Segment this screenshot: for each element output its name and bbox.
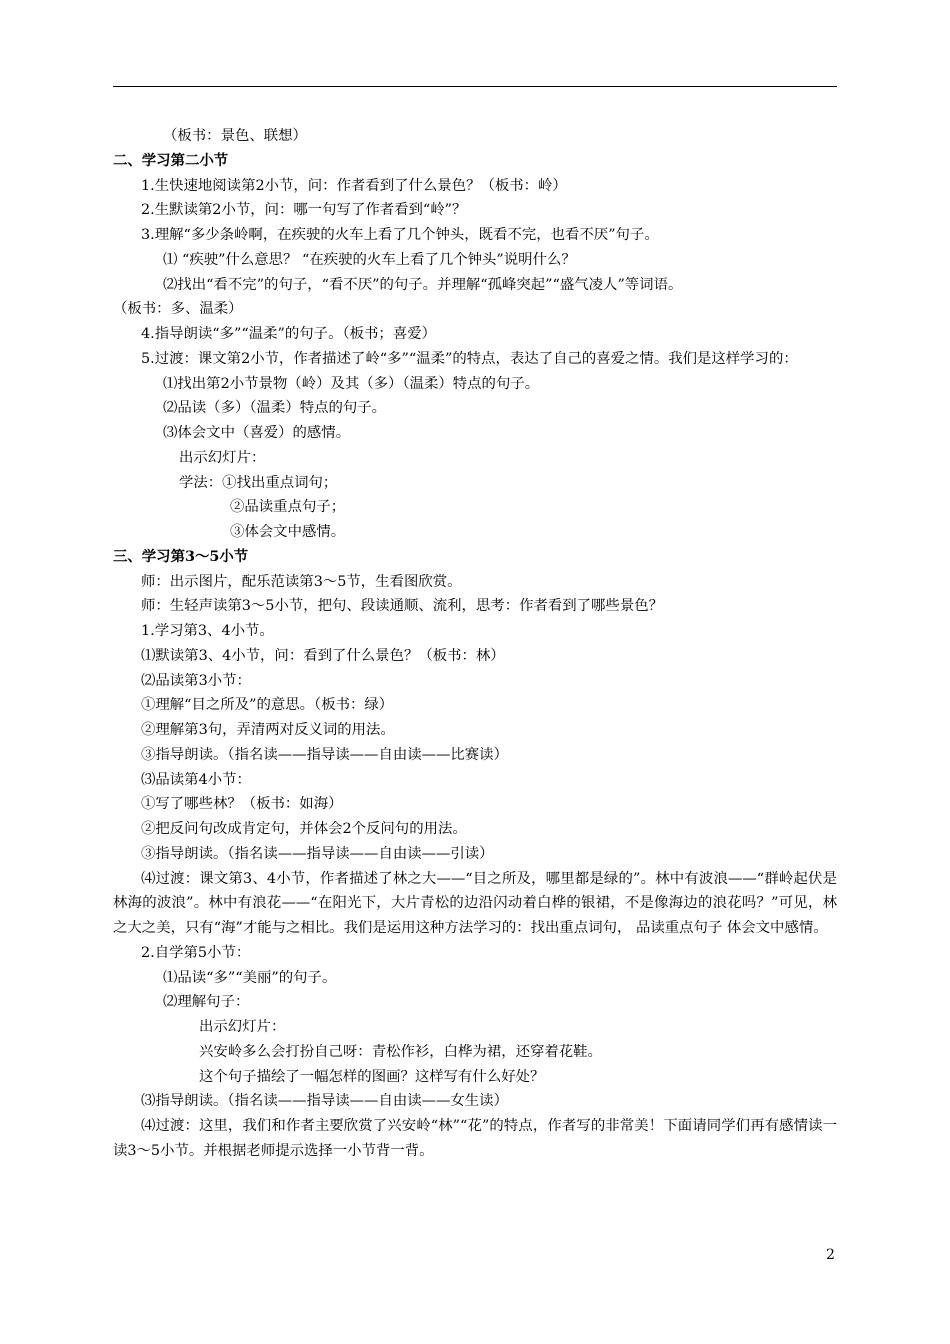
slide-text: 这个句子描绘了一幅怎样的图画？这样写有什么好处？ [199, 1068, 545, 1085]
list-item: ①理解“目之所及”的意思。（板书：绿） [141, 697, 394, 714]
list-item: ⑴默读第3、4小节，问：看到了什么景色？（板书：林） [141, 647, 505, 664]
list-item: ⑵品读（多）（温柔）特点的句子。 [163, 400, 387, 417]
paragraph: 4.指导朗读“多”“温柔”的句子。（板书；喜爱） [141, 326, 436, 342]
paragraph: 1.学习第3、4小节。 [141, 623, 274, 639]
paragraph: 师：生轻声读第3～5小节，把句、段读通顺、流利，思考：作者看到了哪些景色？ [141, 598, 663, 615]
paragraph: ⑵找出“看不完”的句子，“看不厌”的句子。并理解“孤峰突起”“盛气凌人”等词语。 [163, 276, 683, 293]
paragraph: 1.生快速地阅读第2小节，问：作者看到了什么景色？（板书：岭） [141, 177, 567, 194]
paragraph: 5.过渡：课文第2小节，作者描述了岭“多”“温柔”的特点，表达了自己的喜爱之情。我们是这样学习的： [141, 350, 798, 367]
section-heading: 三、学习第3～5小节 [113, 547, 249, 565]
slide-note: 出示幻灯片： [199, 1019, 286, 1035]
list-item: ⑵品读第3小节： [141, 672, 251, 689]
method-item: 学法：①找出重点词句； [179, 474, 338, 491]
list-item: ③指导朗读。（指名读——指导读——自由读——比赛读） [141, 746, 508, 763]
list-item: ⑴品读“多”“美丽”的句子。 [163, 969, 337, 986]
header-rule [113, 86, 837, 87]
paragraph: 师：出示图片，配乐范读第3～5节，生看图欣赏。 [141, 573, 462, 590]
method-item: ②品读重点句子； [230, 499, 346, 516]
list-item: ②把反问句改成肯定句，并体会2个反问句的用法。 [141, 821, 467, 837]
board-note: （板书：景色、联想） [163, 128, 307, 144]
list-item: ①写了哪些林？（板书：如海） [141, 796, 343, 813]
paragraph: 2.自学第5小节： [141, 944, 251, 961]
board-note: （板书：多、温柔） [113, 301, 243, 318]
paragraph: 2.生默读第2小节，问：哪一句写了作者看到“岭”？ [141, 202, 467, 219]
paragraph: ⑷过渡：这里，我们和作者主要欣赏了兴安岭“林”“花”的特点，作者写的非常美！下面请同学们再有感情读一读3～5小节。并根据老师提示选择一小节背一背。 [113, 1118, 837, 1159]
slide-text: 兴安岭多么会打扮自己呀：青松作衫，白桦为裙，还穿着花鞋。 [199, 1043, 602, 1060]
list-item: ⑶指导朗读。（指名读——指导读——自由读——女生读） [141, 1093, 508, 1110]
paragraph: ⑴ “疾驶”什么意思？ “在疾驶的火车上看了几个钟头”说明什么？ [163, 251, 576, 268]
list-item: ②理解第3句，弄清两对反义词的用法。 [141, 722, 395, 738]
document-body [113, 124, 837, 1164]
list-item: ⑵理解句子： [163, 994, 250, 1011]
paragraph: 3.理解“多少条岭啊，在疾驶的火车上看了几个钟头，既看不完，也看不厌”句子。 [141, 227, 659, 243]
list-item: ⑶品读第4小节： [141, 771, 251, 788]
section-heading: 二、学习第二小节 [113, 151, 229, 169]
paragraph: ⑷过渡：课文第3、4小节，作者描述了林之大——“目之所及，哪里都是绿的”。林中有波浪——“群岭起伏是林海的波浪”。林中有浪花——“在阳光下，大片青松的边沿闪动着白桦的银裙，不是像海边的浪花吗？”可见，林之大之美，只有“海”才能与之相比。我们是运用这种方法学习的：找出重点词句， 品读重点句子 体会文中感情。 [113, 870, 837, 936]
list-item: ③指导朗读。（指名读——指导读——自由读——引读） [141, 845, 494, 862]
list-item: ⑴找出第2小节景物（岭）及其（多）（温柔）特点的句子。 [163, 375, 540, 392]
slide-note: 出示幻灯片： [179, 449, 266, 466]
page-number: 2 [826, 1247, 835, 1263]
list-item: ⑶体会文中（喜爱）的感情。 [163, 425, 351, 441]
method-item: ③体会文中感情。 [230, 524, 346, 540]
